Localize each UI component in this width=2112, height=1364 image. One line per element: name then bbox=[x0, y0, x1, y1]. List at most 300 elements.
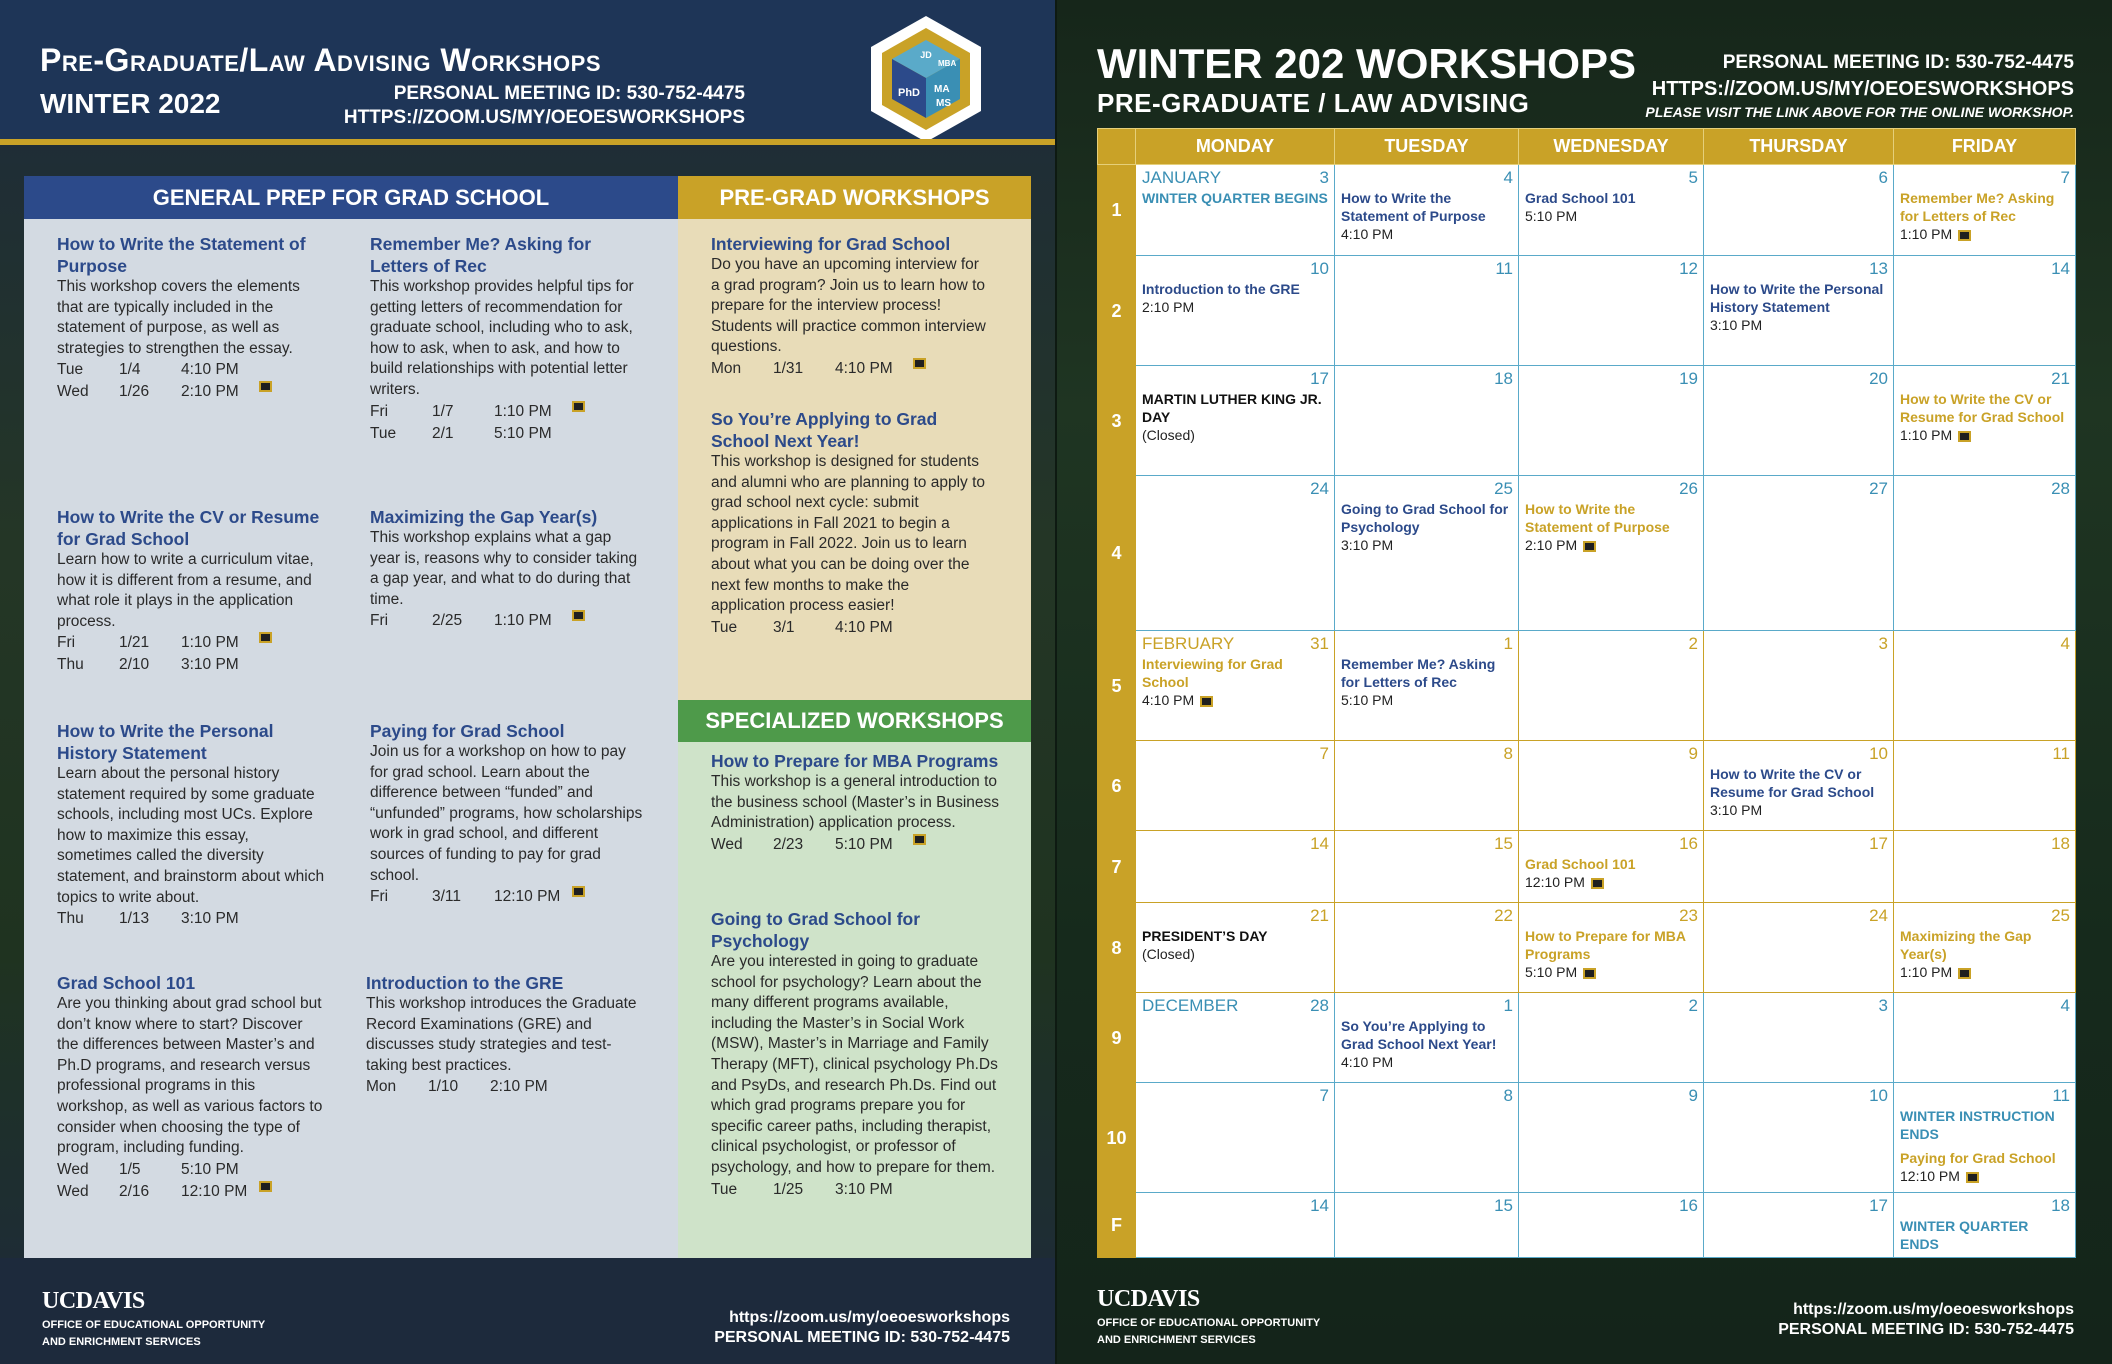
session-date: 1/31 bbox=[773, 359, 804, 377]
workshop-personal-history bbox=[57, 720, 327, 930]
session-time: 2:10 PM bbox=[490, 1078, 548, 1096]
degree-cube-logo bbox=[866, 14, 986, 144]
day-number: 28 bbox=[1310, 996, 1329, 1015]
session-date: 2/10 bbox=[119, 656, 150, 674]
calendar-day-cell[interactable] bbox=[1335, 631, 1519, 741]
calendar-day-cell[interactable] bbox=[1704, 741, 1894, 831]
calendar-day-cell[interactable] bbox=[1136, 741, 1335, 831]
calendar-day-cell[interactable] bbox=[1704, 631, 1894, 741]
session-day: Wed bbox=[711, 835, 743, 853]
calendar-day-cell[interactable] bbox=[1519, 1083, 1704, 1193]
event-time bbox=[1710, 801, 1887, 819]
logo-label-ms: MS bbox=[936, 98, 951, 109]
calendar-day-cell[interactable] bbox=[1136, 1083, 1335, 1193]
workshop-title: How to Write the CV or Resume for Grad School bbox=[57, 507, 320, 549]
header-divider bbox=[0, 139, 1055, 145]
calendar-header-row bbox=[1098, 129, 2076, 165]
calendar-day-cell[interactable] bbox=[1894, 993, 2076, 1083]
day-number: 15 bbox=[1494, 1196, 1513, 1215]
day-number: 23 bbox=[1679, 906, 1698, 925]
event-time bbox=[1341, 536, 1512, 554]
calendar-event[interactable]: Introduction to the GRE bbox=[1142, 281, 1300, 297]
session-day: Tue bbox=[711, 1180, 738, 1198]
zoom-icon[interactable] bbox=[913, 834, 926, 845]
day-number: 19 bbox=[1679, 369, 1698, 388]
calendar-day-cell[interactable] bbox=[1136, 1193, 1335, 1258]
calendar-event[interactable]: How to Write the Personal History Statement bbox=[1710, 281, 1884, 315]
calendar-day-cell[interactable] bbox=[1704, 366, 1894, 476]
event-time-text: 3:10 PM bbox=[1341, 537, 1394, 553]
workshop-title: Grad School 101 bbox=[57, 973, 196, 993]
session-time: 1:10 PM bbox=[494, 612, 552, 630]
workshop-description: Are you thinking about grad school but don’t know where to start? Discover the differences between Master’s and Ph.D programs, and research versus professional programs in this workshop, as well as various factors to consider when choosing the type of program, including funding. bbox=[57, 995, 323, 1157]
session-time: 3:10 PM bbox=[181, 656, 239, 674]
calendar-day-cell[interactable] bbox=[1136, 256, 1335, 366]
workshop-title: So You’re Applying to Grad School Next Year! bbox=[711, 409, 938, 451]
calendar-week-row bbox=[1098, 631, 2076, 741]
event-time bbox=[1142, 691, 1328, 709]
day-header: TUESDAY bbox=[1335, 129, 1519, 165]
workshop-gap-year bbox=[370, 506, 645, 632]
session-time: 3:10 PM bbox=[181, 910, 239, 928]
calendar-event[interactable]: So You’re Applying to Grad School Next Year! bbox=[1341, 1018, 1497, 1052]
calendar-event[interactable]: How to Write the CV or Resume for Grad School bbox=[1710, 766, 1875, 800]
session-day: Wed bbox=[57, 1182, 89, 1200]
pre-grad-heading: PRE-GRAD WORKSHOPS bbox=[678, 176, 1031, 219]
day-number: 17 bbox=[1869, 1196, 1888, 1215]
week-number: 1 bbox=[1098, 165, 1136, 256]
left-page bbox=[0, 0, 1055, 1364]
zoom-icon[interactable] bbox=[1583, 541, 1596, 552]
week-number: 5 bbox=[1098, 631, 1136, 741]
day-number: 21 bbox=[1310, 906, 1329, 925]
office-line-2: AND ENRICHMENT SERVICES bbox=[1097, 1334, 1256, 1346]
calendar-day-cell[interactable] bbox=[1136, 993, 1335, 1083]
day-number: 8 bbox=[1503, 744, 1513, 763]
day-number: 8 bbox=[1503, 1086, 1513, 1105]
workshop-statement-of-purpose bbox=[57, 233, 327, 403]
calendar-day-cell[interactable] bbox=[1335, 741, 1519, 831]
event-time-text: 5:10 PM bbox=[1525, 964, 1578, 980]
workshop-title: How to Prepare for MBA Programs bbox=[711, 751, 999, 771]
right-footer-contact bbox=[1778, 1300, 2074, 1340]
session-date: 2/25 bbox=[432, 612, 463, 630]
calendar-day-cell[interactable] bbox=[1519, 831, 1704, 903]
calendar-day-cell[interactable] bbox=[1335, 256, 1519, 366]
calendar-day-cell[interactable] bbox=[1894, 1083, 2076, 1193]
week-number: 3 bbox=[1098, 366, 1136, 476]
calendar-day-cell[interactable] bbox=[1704, 993, 1894, 1083]
day-header: THURSDAY bbox=[1704, 129, 1894, 165]
day-number: 16 bbox=[1679, 834, 1698, 853]
day-number: 11 bbox=[2052, 1086, 2070, 1105]
session-time: 4:10 PM bbox=[835, 359, 893, 377]
event-time-text: 3:10 PM bbox=[1710, 802, 1763, 818]
calendar-event[interactable]: Going to Grad School for Psychology bbox=[1341, 501, 1509, 535]
session-date: 1/25 bbox=[773, 1180, 804, 1198]
logo-label-mba: MBA bbox=[938, 59, 957, 68]
calendar-day-cell[interactable] bbox=[1894, 631, 2076, 741]
session-date: 2/23 bbox=[773, 835, 804, 853]
event-time-text: 12:10 PM bbox=[1525, 874, 1585, 890]
calendar-day-cell[interactable] bbox=[1519, 165, 1704, 256]
calendar-day-cell[interactable] bbox=[1894, 366, 2076, 476]
session-row bbox=[57, 1181, 327, 1203]
session-day: Fri bbox=[370, 402, 389, 420]
day-number: 17 bbox=[1310, 369, 1329, 388]
day-number: 11 bbox=[2052, 744, 2070, 763]
session-row bbox=[57, 359, 327, 381]
month-label: FEBRUARY bbox=[1142, 634, 1235, 653]
workshop-cv-resume bbox=[57, 506, 327, 676]
week-number: 10 bbox=[1098, 1083, 1136, 1193]
workshop-description: This workshop covers the elements that are typically included in the statement of purpose, as well as strategies to strengthen the essay. bbox=[57, 278, 300, 357]
right-meeting-id: PERSONAL MEETING ID: 530-752-4475 bbox=[1722, 52, 2074, 73]
day-number: 18 bbox=[2051, 1196, 2070, 1215]
calendar-event[interactable]: How to Write the Statement of Purpose bbox=[1525, 501, 1670, 535]
day-number: 3 bbox=[1878, 996, 1888, 1015]
workshop-description: This workshop is designed for students and alumni who are planning to apply to grad school next cycle: submit applications in Fall 2021 to begin a program in Fall 2022. Join us to learn about what you can be doing over the next few months to make the application process easier! bbox=[711, 453, 986, 615]
right-ucd-logo bbox=[1097, 1286, 1320, 1347]
session-row bbox=[711, 617, 986, 639]
session-row bbox=[370, 886, 645, 908]
day-number: 9 bbox=[1688, 1086, 1698, 1105]
calendar-day-cell[interactable] bbox=[1894, 165, 2076, 256]
calendar-week-row bbox=[1098, 165, 2076, 256]
workshop-description: Learn how to write a curriculum vitae, how it is different from a resume, and what role it plays in the application process. bbox=[57, 551, 314, 630]
calendar-day-cell[interactable] bbox=[1704, 1193, 1894, 1258]
session-date: 1/4 bbox=[119, 361, 141, 379]
event-time-text: 4:10 PM bbox=[1341, 1054, 1394, 1070]
event-time bbox=[1710, 316, 1887, 334]
session-day: Tue bbox=[370, 424, 397, 442]
calendar-day-cell[interactable] bbox=[1894, 476, 2076, 631]
workshop-letters-of-rec bbox=[370, 233, 645, 445]
calendar-day-cell[interactable] bbox=[1335, 993, 1519, 1083]
week-number: 4 bbox=[1098, 476, 1136, 631]
left-ucd-logo bbox=[42, 1288, 265, 1349]
session-time: 4:10 PM bbox=[181, 361, 239, 379]
event-time bbox=[1900, 426, 2069, 444]
calendar-day-cell[interactable] bbox=[1335, 165, 1519, 256]
calendar-day-cell[interactable] bbox=[1136, 903, 1335, 993]
left-zoom-url[interactable]: HTTPS://ZOOM.US/MY/OEOESWORKSHOPS bbox=[343, 107, 745, 128]
event-time-text: 2:10 PM bbox=[1142, 299, 1195, 315]
quarter-milestone: WINTER QUARTER BEGINS bbox=[1142, 190, 1328, 206]
event-time bbox=[1900, 225, 2069, 243]
right-header-contact bbox=[1645, 50, 2074, 122]
workshop-title: Interviewing for Grad School bbox=[711, 234, 951, 254]
calendar-day-cell[interactable] bbox=[1519, 993, 1704, 1083]
calendar-day-cell[interactable] bbox=[1894, 831, 2076, 903]
footer-meeting-id: PERSONAL MEETING ID: 530-752-4475 bbox=[714, 1329, 1010, 1346]
event-time bbox=[1142, 298, 1328, 316]
workshop-gre bbox=[366, 972, 646, 1098]
logo-label-ma: MA bbox=[934, 84, 950, 95]
zoom-icon[interactable] bbox=[259, 381, 272, 392]
logo-label-phd: PhD bbox=[898, 87, 920, 99]
day-number: 21 bbox=[2051, 369, 2070, 388]
left-header-contact bbox=[344, 82, 745, 130]
session-date: 1/26 bbox=[119, 383, 150, 401]
office-line-1: OFFICE OF EDUCATIONAL OPPORTUNITY bbox=[1097, 1317, 1321, 1329]
zoom-icon[interactable] bbox=[572, 401, 585, 412]
session-row bbox=[57, 1159, 327, 1181]
specialized-heading: SPECIALIZED WORKSHOPS bbox=[678, 700, 1031, 742]
calendar-event[interactable]: Grad School 101 bbox=[1525, 190, 1636, 206]
session-time: 5:10 PM bbox=[835, 835, 893, 853]
session-row bbox=[711, 834, 1001, 856]
session-row bbox=[57, 654, 327, 676]
session-date: 1/13 bbox=[119, 910, 150, 928]
calendar-week-row bbox=[1098, 1083, 2076, 1193]
calendar-day-cell[interactable] bbox=[1335, 1193, 1519, 1258]
calendar-day-cell[interactable] bbox=[1519, 256, 1704, 366]
footer-zoom-link[interactable]: https://zoom.us/my/oeoesworkshops bbox=[1793, 1301, 2074, 1318]
calendar-day-cell[interactable] bbox=[1519, 741, 1704, 831]
calendar-day-cell[interactable] bbox=[1704, 831, 1894, 903]
day-number: 15 bbox=[1494, 834, 1513, 853]
week-number: 2 bbox=[1098, 256, 1136, 366]
calendar-day-cell[interactable] bbox=[1335, 903, 1519, 993]
day-number: 4 bbox=[2060, 634, 2070, 653]
workshop-title: How to Write the Personal History Statement bbox=[57, 721, 274, 763]
zoom-icon[interactable] bbox=[1966, 1172, 1979, 1183]
right-title: WINTER 202 WORKSHOPS bbox=[1097, 40, 1637, 87]
workshop-mba bbox=[711, 750, 1001, 856]
session-day: Mon bbox=[711, 359, 742, 377]
day-number: 18 bbox=[1494, 369, 1513, 388]
month-label: JANUARY bbox=[1142, 168, 1222, 187]
event-time-text: 5:10 PM bbox=[1525, 208, 1578, 224]
calendar-day-cell[interactable] bbox=[1894, 1193, 2076, 1258]
week-number: 7 bbox=[1098, 831, 1136, 903]
session-time: 5:10 PM bbox=[181, 1160, 239, 1178]
session-time: 4:10 PM bbox=[835, 618, 893, 636]
session-day: Mon bbox=[366, 1078, 397, 1096]
session-date: 2/16 bbox=[119, 1182, 150, 1200]
calendar-day-cell[interactable] bbox=[1136, 476, 1335, 631]
session-date: 1/5 bbox=[119, 1160, 141, 1178]
event-time-text: 4:10 PM bbox=[1142, 692, 1195, 708]
left-header bbox=[0, 0, 1055, 145]
week-number: 9 bbox=[1098, 993, 1136, 1083]
calendar-day-cell[interactable] bbox=[1704, 256, 1894, 366]
day-number: 7 bbox=[2060, 168, 2070, 187]
calendar-event[interactable]: Remember Me? Asking for Letters of Rec bbox=[1900, 190, 2055, 224]
workshop-description: Do you have an upcoming interview for a grad program? Join us to learn how to prepare for the interview process! Students will practice common interview questions. bbox=[711, 256, 986, 356]
event-time bbox=[1142, 426, 1328, 444]
session-row bbox=[57, 908, 327, 930]
event-time bbox=[1341, 225, 1512, 243]
day-number: 1 bbox=[1503, 634, 1513, 653]
zoom-icon[interactable] bbox=[1958, 968, 1971, 979]
workshop-title: Maximizing the Gap Year(s) bbox=[370, 507, 598, 527]
workshop-grad-school-101 bbox=[57, 972, 327, 1203]
session-day: Fri bbox=[370, 612, 389, 630]
session-time: 5:10 PM bbox=[494, 424, 552, 442]
calendar-event[interactable]: How to Prepare for MBA Programs bbox=[1525, 928, 1686, 962]
calendar-day-cell[interactable] bbox=[1519, 631, 1704, 741]
day-number: 10 bbox=[1310, 259, 1329, 278]
zoom-icon[interactable] bbox=[572, 610, 585, 621]
calendar-day-cell[interactable] bbox=[1519, 1193, 1704, 1258]
calendar-event[interactable]: How to Write the CV or Resume for Grad School bbox=[1900, 391, 2065, 425]
calendar-week-row bbox=[1098, 366, 2076, 476]
right-footer bbox=[1057, 1258, 2112, 1364]
right-note: PLEASE VISIT THE LINK ABOVE FOR THE ONLINE WORKSHOP. bbox=[1645, 104, 2074, 120]
session-day: Fri bbox=[57, 634, 76, 652]
right-page bbox=[1057, 0, 2112, 1364]
event-time-text: 12:10 PM bbox=[1900, 1168, 1960, 1184]
day-number: 7 bbox=[1319, 744, 1329, 763]
office-line-2: AND ENRICHMENT SERVICES bbox=[42, 1336, 201, 1348]
day-number: 12 bbox=[1679, 259, 1698, 278]
day-number: 7 bbox=[1319, 1086, 1329, 1105]
week-number: F bbox=[1098, 1193, 1136, 1258]
footer-meeting-id: PERSONAL MEETING ID: 530-752-4475 bbox=[1778, 1321, 2074, 1338]
session-date: 1/21 bbox=[119, 634, 150, 652]
ucd-wordmark: UCDAVIS bbox=[42, 1288, 145, 1314]
day-number: 9 bbox=[1688, 744, 1698, 763]
event-time bbox=[1525, 536, 1697, 554]
calendar-day-cell[interactable] bbox=[1704, 476, 1894, 631]
office-line-1: OFFICE OF EDUCATIONAL OPPORTUNITY bbox=[42, 1319, 266, 1331]
session-day: Tue bbox=[711, 618, 738, 636]
left-footer-contact bbox=[714, 1308, 1010, 1348]
event-time bbox=[1900, 1167, 2069, 1185]
day-number: 27 bbox=[1869, 479, 1888, 498]
day-number: 1 bbox=[1503, 996, 1513, 1015]
general-prep-heading: GENERAL PREP FOR GRAD SCHOOL bbox=[24, 176, 678, 219]
workshop-interviewing bbox=[711, 233, 986, 380]
workshop-psychology bbox=[711, 908, 1006, 1201]
day-number: 28 bbox=[2051, 479, 2070, 498]
calendar-day-cell[interactable] bbox=[1519, 903, 1704, 993]
calendar-day-cell[interactable] bbox=[1335, 366, 1519, 476]
calendar-day-cell[interactable] bbox=[1136, 831, 1335, 903]
workshop-applying-next-year bbox=[711, 408, 986, 639]
session-time: 1:10 PM bbox=[494, 402, 552, 420]
session-date: 3/11 bbox=[432, 888, 462, 906]
session-row bbox=[57, 381, 327, 403]
workshop-title: Paying for Grad School bbox=[370, 721, 565, 741]
footer-zoom-link[interactable]: https://zoom.us/my/oeoesworkshops bbox=[729, 1309, 1010, 1326]
zoom-icon[interactable] bbox=[913, 358, 926, 369]
calendar-day-cell[interactable] bbox=[1894, 741, 2076, 831]
month-label: DECEMBER bbox=[1142, 996, 1239, 1015]
left-meeting-id: PERSONAL MEETING ID: 530-752-4475 bbox=[393, 83, 745, 104]
day-number: 3 bbox=[1319, 168, 1329, 187]
session-row bbox=[711, 358, 986, 380]
zoom-icon[interactable] bbox=[259, 632, 272, 643]
event-time-text: 4:10 PM bbox=[1341, 226, 1394, 242]
day-number: 14 bbox=[1310, 1196, 1329, 1215]
calendar-day-cell[interactable] bbox=[1335, 476, 1519, 631]
zoom-icon[interactable] bbox=[1958, 230, 1971, 241]
zoom-icon[interactable] bbox=[1591, 878, 1604, 889]
event-time bbox=[1900, 963, 2069, 981]
calendar-day-cell[interactable] bbox=[1519, 476, 1704, 631]
session-day: Wed bbox=[57, 1160, 89, 1178]
calendar-day-cell[interactable] bbox=[1335, 1083, 1519, 1193]
day-header: WEDNESDAY bbox=[1519, 129, 1704, 165]
event-time-text: (Closed) bbox=[1142, 946, 1195, 962]
calendar-day-cell[interactable] bbox=[1704, 165, 1894, 256]
workshop-description: Learn about the personal history statement required by some graduate schools, including most UCs. Explore how to maximize this essay, sometimes called the diversity statement, and brainstorm about which topics to write about. bbox=[57, 765, 325, 906]
holiday-label: PRESIDENT’S DAY bbox=[1142, 928, 1268, 944]
holiday-label: MARTIN LUTHER KING JR. DAY bbox=[1142, 391, 1322, 425]
workshop-title: Introduction to the GRE bbox=[366, 973, 564, 993]
left-title: Pre-Graduate/Law Advising Workshops bbox=[40, 42, 602, 78]
session-date: 3/1 bbox=[773, 618, 795, 636]
session-day: Fri bbox=[370, 888, 389, 906]
session-day: Wed bbox=[57, 383, 89, 401]
quarter-milestone: WINTER QUARTER ENDS bbox=[1900, 1218, 2029, 1252]
calendar-event[interactable]: Maximizing the Gap Year(s) bbox=[1900, 928, 2032, 962]
week-col-header bbox=[1098, 129, 1136, 165]
calendar-day-cell[interactable] bbox=[1136, 366, 1335, 476]
calendar-event[interactable]: Interviewing for Grad School bbox=[1142, 656, 1283, 690]
calendar-event[interactable]: How to Write the Statement of Purpose bbox=[1341, 190, 1486, 224]
day-number: 6 bbox=[1878, 168, 1888, 187]
zoom-icon[interactable] bbox=[1583, 968, 1596, 979]
day-number: 2 bbox=[1688, 996, 1698, 1015]
right-zoom-url[interactable]: HTTPS://ZOOM.US/MY/OEOESWORKSHOPS bbox=[1651, 78, 2074, 100]
zoom-icon[interactable] bbox=[1200, 696, 1213, 707]
session-time: 12:10 PM bbox=[181, 1182, 248, 1200]
calendar-week-row bbox=[1098, 903, 2076, 993]
day-number: 4 bbox=[2060, 996, 2070, 1015]
workshop-description: Are you interested in going to graduate school for psychology? Learn about the many different programs available, including the Master’s in Social Work (MSW), Master’s in Marriage and Family Therapy (MFT), clinical psychology Ph.Ds and PsyDs, and research Ph.Ds. Find out which grad programs prepare you for specific career paths, including therapist, clinical psychologist, or professor of psychology, and how to prepare for them. bbox=[711, 953, 998, 1176]
day-number: 25 bbox=[1494, 479, 1513, 498]
day-number: 25 bbox=[2051, 906, 2070, 925]
week-number: 6 bbox=[1098, 741, 1136, 831]
workshop-title: Going to Grad School for Psychology bbox=[711, 909, 921, 951]
session-time: 12:10 PM bbox=[494, 888, 561, 906]
event-time-text: (Closed) bbox=[1142, 427, 1195, 443]
zoom-icon[interactable] bbox=[259, 1181, 272, 1192]
calendar-day-cell[interactable] bbox=[1519, 366, 1704, 476]
zoom-icon[interactable] bbox=[1958, 431, 1971, 442]
zoom-icon[interactable] bbox=[572, 886, 585, 897]
calendar-day-cell[interactable] bbox=[1335, 831, 1519, 903]
calendar-day-cell[interactable] bbox=[1704, 1083, 1894, 1193]
event-time-text: 1:10 PM bbox=[1900, 226, 1953, 242]
day-number: 24 bbox=[1869, 906, 1888, 925]
calendar-day-cell[interactable] bbox=[1894, 256, 2076, 366]
session-day: Tue bbox=[57, 361, 84, 379]
day-number: 16 bbox=[1679, 1196, 1698, 1215]
calendar-day-cell[interactable] bbox=[1894, 903, 2076, 993]
calendar-event[interactable]: Remember Me? Asking for Letters of Rec bbox=[1341, 656, 1496, 690]
calendar-event[interactable]: Paying for Grad School bbox=[1900, 1150, 2056, 1166]
event-time bbox=[1142, 945, 1328, 963]
event-time-text: 3:10 PM bbox=[1710, 317, 1763, 333]
workshop-description: Join us for a workshop on how to pay for grad school. Learn about the difference between “funded” and “unfunded” programs, how scholarships work in grad school, and different sources of funding to pay for grad school. bbox=[370, 743, 643, 884]
left-footer bbox=[0, 1258, 1055, 1364]
session-date: 2/1 bbox=[432, 424, 454, 442]
calendar-week-row bbox=[1098, 831, 2076, 903]
workshop-title: Remember Me? Asking for Letters of Rec bbox=[370, 234, 592, 276]
calendar-day-cell[interactable] bbox=[1136, 631, 1335, 741]
calendar-week-row bbox=[1098, 256, 2076, 366]
calendar-day-cell[interactable] bbox=[1704, 903, 1894, 993]
day-number: 17 bbox=[1869, 834, 1888, 853]
calendar-day-cell[interactable] bbox=[1136, 165, 1335, 256]
calendar-week-row bbox=[1098, 476, 2076, 631]
calendar-event[interactable]: Grad School 101 bbox=[1525, 856, 1636, 872]
